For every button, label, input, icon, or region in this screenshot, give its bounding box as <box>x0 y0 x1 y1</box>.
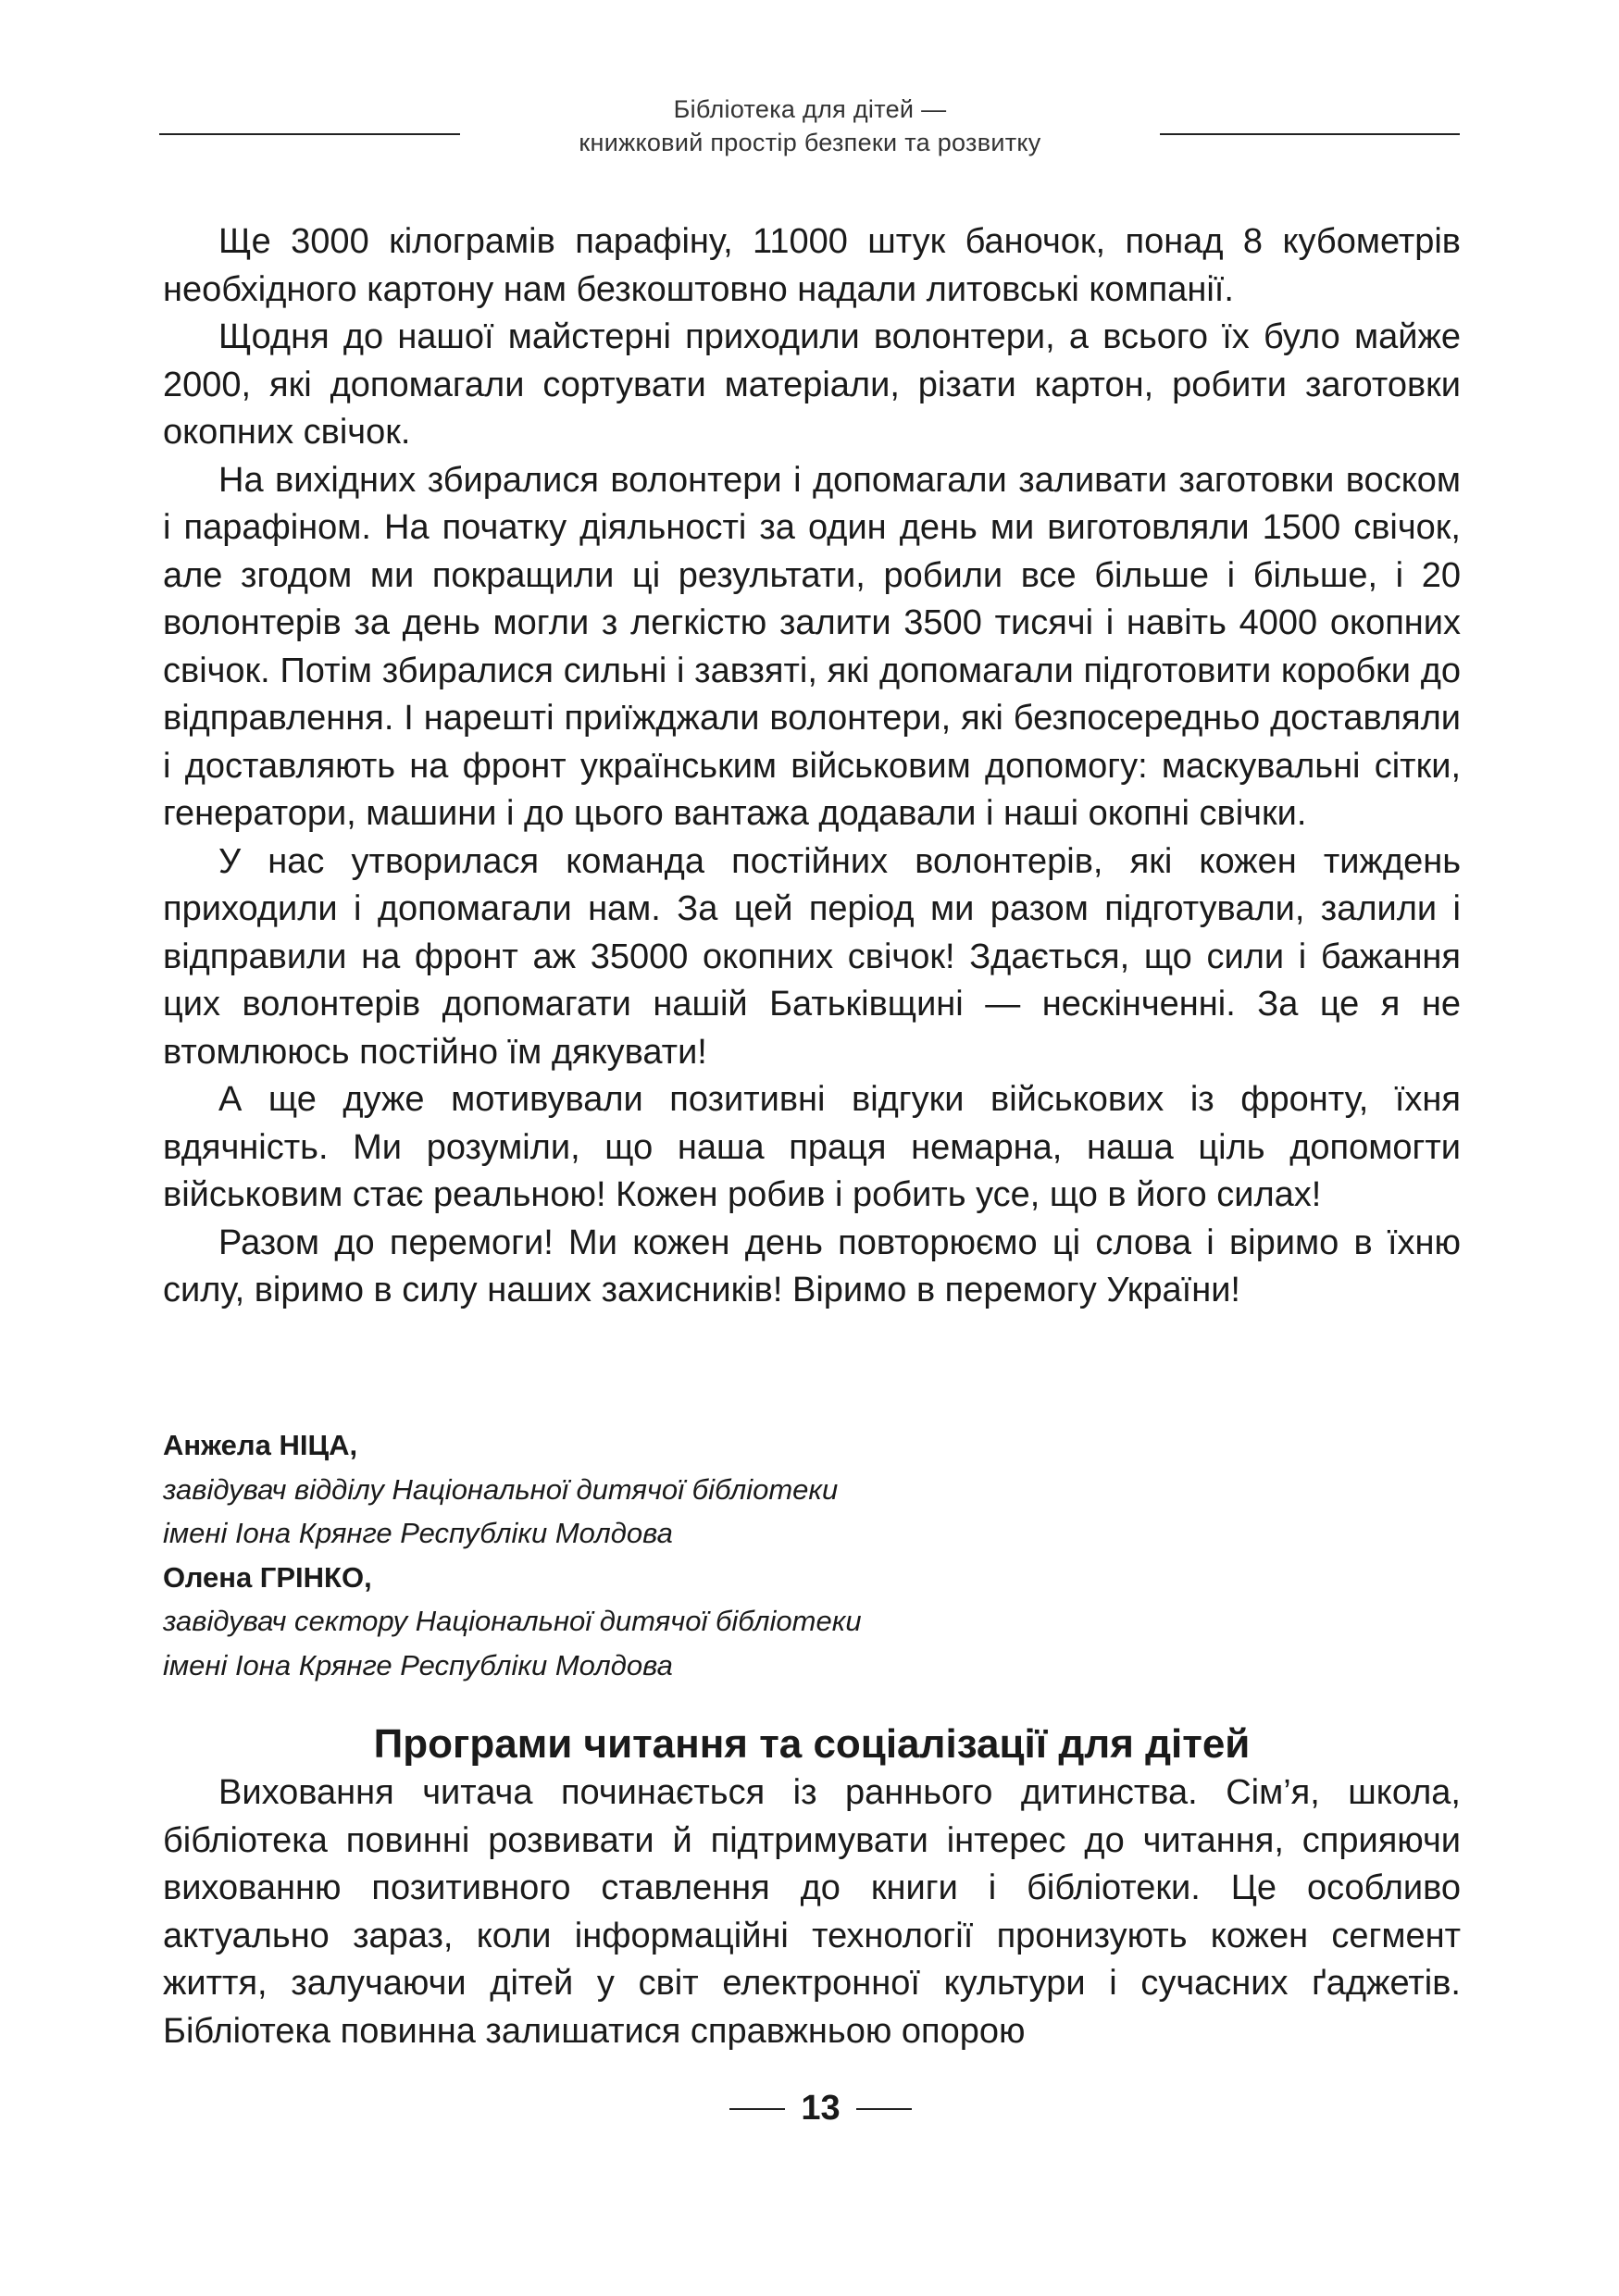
running-header <box>0 93 1619 167</box>
footer-rule-right <box>856 2108 912 2110</box>
author-name: Анжела НІЦА, <box>163 1429 358 1461</box>
header-rule-right <box>1160 133 1460 135</box>
author-position: завідувач сектору Національної дитячої бібліотеки <box>163 1605 862 1637</box>
header-line-1: Бібліотека для дітей — <box>673 95 947 123</box>
footer-rule-left <box>729 2108 785 2110</box>
paragraph: А ще дуже мотивували позитивні відгуки військових із фронту, їхня вдячність. Ми розуміли, що наша праця немарна, наша ціль допомогти військовим стає реальною! Кожен робив і робить усе, що в його силах! <box>163 1080 1461 1214</box>
paragraph: У нас утворилася команда постійних волонтерів, які кожен тиждень приходили і допомагали нам. За цей період ми разом підготували, залили і відправили на фронт аж 35000 окопних свічок! Здається, що сили і бажання цих волонтерів допомагати нашій Батьківщині — нескінченні. За це я не втомлююсь постійно їм дякувати! <box>163 841 1461 1072</box>
author-affiliation: імені Іона Крянге Республіки Молдова <box>163 1648 673 1682</box>
header-line-2: книжковий простір безпеки та розвитку <box>579 129 1041 156</box>
author-affiliation: імені Іона Крянге Республіки Молдова <box>163 1517 673 1549</box>
author-name: Олена ГРІНКО, <box>163 1560 372 1594</box>
header-rule-left <box>159 133 460 135</box>
page-number: 13 <box>801 2089 841 2128</box>
author-position: завідувач відділу Національної дитячої бібліотеки <box>163 1472 839 1506</box>
paragraph: Ще 3000 кілограмів парафіну, 11000 штук баночок, понад 8 кубометрів необхідного картону нам безкоштовно надали литовські компанії. <box>163 222 1461 309</box>
running-header-title <box>463 93 1157 159</box>
paragraph: На вихідних збиралися волонтери і допомагали заливати заготовки воском і парафіном. На початку діяльності за один день ми виготовляли 1500 свічок, але згодом ми покращили ці результати, робили все більше і більше, і 20 волонтерів за день могли з легкістю залити 3500 тисячі і навіть 4000 окопних свічок. Потім збиралися сильні і завзяті, які допомагали підготовити коробки до відправлення. І нарешті приїжджали волонтери, які безпосередньо доставляли і доставляють на фронт українським військовим допомогу: маскувальні сітки, генератори, машини і до цього вантажа додавали і наші окопні свічки. <box>163 460 1461 833</box>
page-footer <box>0 2082 1619 2138</box>
article-body <box>163 218 1461 1315</box>
section-heading: Програми читання та соціалізації для дітей <box>373 1721 1251 1767</box>
paragraph: Щодня до нашої майстерні приходили волонтери, а всього їх було майже 2000, які допомагали сортувати матеріали, різати картон, робити заготовки окопних свічок. <box>163 317 1461 452</box>
paragraph: Разом до перемоги! Ми кожен день повторюємо ці слова і віримо в їхню силу, віримо в силу наших захисників! Віримо в перемогу України! <box>163 1222 1461 1309</box>
author-signatures <box>163 1423 1089 1687</box>
paragraph: Виховання читача починається із раннього дитинства. Сім’я, школа, бібліотека повинні розвивати й підтримувати інтерес до читання, сприяючи вихованню позитивного ставлення до книги і бібліотеки. Це особливо актуально зараз, коли інформаційні технології пронизують кожен сегмент життя, залучаючи дітей у світ електронної культури і сучасних ґаджетів. Бібліотека повинна залишатися справжньою опорою <box>163 1773 1461 2051</box>
section-body <box>163 1769 1461 2055</box>
